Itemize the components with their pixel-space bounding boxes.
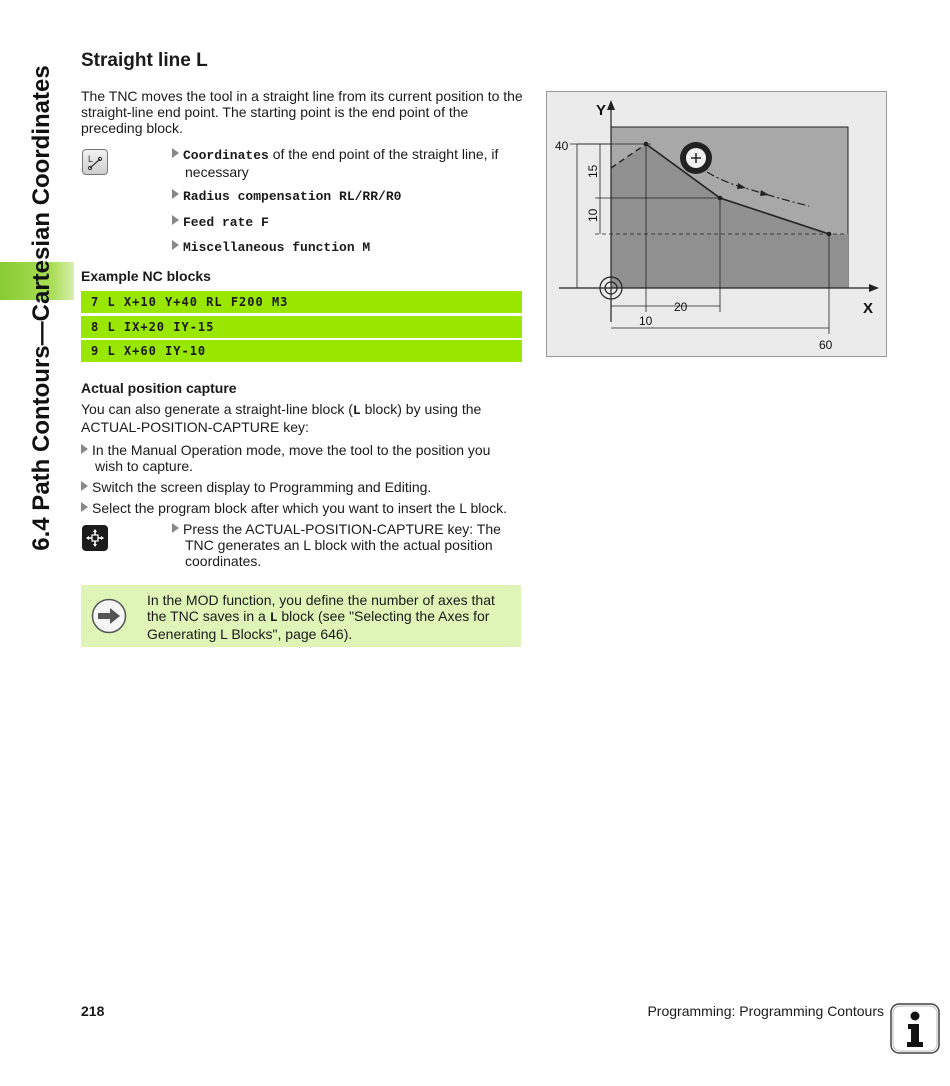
section-heading: Straight line L <box>81 50 208 71</box>
dimension-label: 40 <box>555 139 569 153</box>
bullet-triangle-icon <box>172 240 179 250</box>
footer-chapter-title: Programming: Programming Contours <box>647 1003 884 1019</box>
straight-line-diagram <box>546 91 887 357</box>
page-number: 218 <box>81 1003 105 1019</box>
y-axis-label: Y <box>596 102 607 119</box>
capture-step: Select the program block after which you want to insert the L block. <box>81 500 507 516</box>
nc-block-row: 9 L X+60 IY-10 <box>81 340 522 362</box>
actual-position-capture-key-icon <box>82 525 108 551</box>
dimension-label: 10 <box>586 208 600 222</box>
param-coordinates: Coordinates of the end point of the straight line, if necessary <box>172 146 498 180</box>
capture-heading: Actual position capture <box>81 380 237 396</box>
info-icon[interactable] <box>890 1003 940 1054</box>
param-radius-compensation: Radius compensation RL/RR/R0 <box>172 187 401 205</box>
example-heading: Example NC blocks <box>81 268 211 284</box>
dimension-label: 15 <box>586 164 600 178</box>
capture-step: In the Manual Operation mode, move the tool to the position you wish to capture. <box>81 442 490 474</box>
nc-block-row: 8 L IX+20 IY-15 <box>81 316 522 338</box>
dimension-label: 60 <box>819 338 833 352</box>
dimension-label: 10 <box>639 314 653 328</box>
svg-text:L: L <box>88 154 94 164</box>
bullet-triangle-icon <box>81 481 88 491</box>
chapter-side-title: 6.4 Path Contours—Cartesian Coordinates <box>28 65 55 551</box>
note-text: In the MOD function, you define the number of axes that the TNC saves in a L block (see "Selecting the Axes for Generating L Blocks", page 646). <box>147 592 495 642</box>
bullet-triangle-icon <box>81 502 88 512</box>
capture-key-step: Press the ACTUAL-POSITION-CAPTURE key: The TNC generates an L block with the actual position coordinates. <box>172 521 532 569</box>
capture-intro: You can also generate a straight-line block (L block) by using the ACTUAL-POSITION-CAPTURE key: <box>81 401 482 435</box>
param-feed-rate: Feed rate F <box>172 213 269 231</box>
milling-cutter-icon <box>680 142 712 174</box>
intro-paragraph: The TNC moves the tool in a straight line from its current position to the straight-line end point. The starting point is the end point of the preceding block. <box>81 88 523 136</box>
mod-note-box <box>81 585 521 647</box>
bullet-triangle-icon <box>81 444 88 454</box>
bullet-triangle-icon <box>172 215 179 225</box>
nc-block-row: 7 L X+10 Y+40 RL F200 M3 <box>81 291 522 313</box>
dimension-label: 20 <box>674 300 688 314</box>
bullet-triangle-icon <box>172 189 179 199</box>
param-misc-function: Miscellaneous function M <box>172 238 370 256</box>
bullet-triangle-icon <box>172 148 179 158</box>
x-axis-label: X <box>863 300 874 317</box>
arrow-right-icon <box>91 598 127 634</box>
bullet-triangle-icon <box>172 523 179 533</box>
capture-step: Switch the screen display to Programming and Editing. <box>81 479 431 495</box>
line-key-icon <box>82 149 108 175</box>
